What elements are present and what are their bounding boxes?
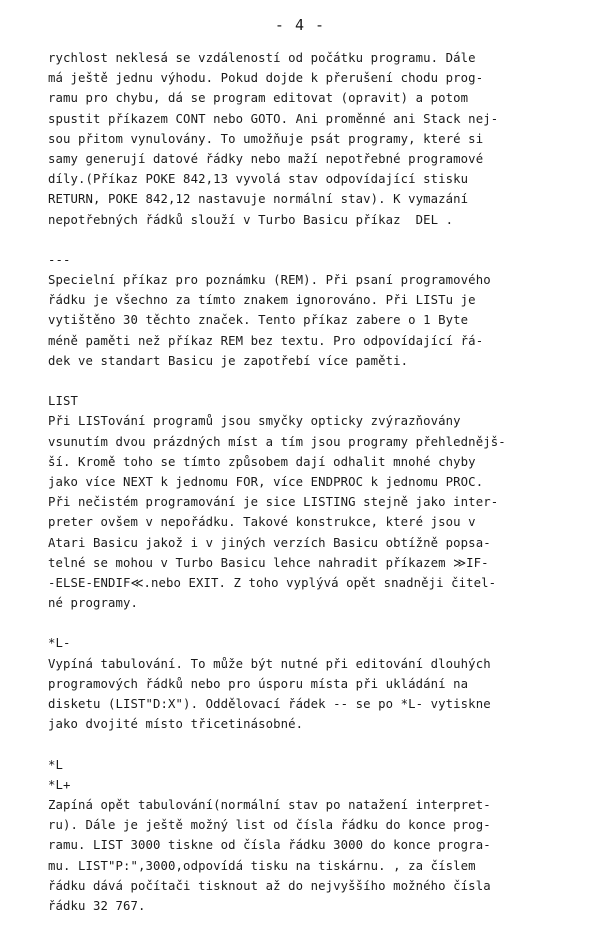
text-line: sou přitom vynulovány. To umožňuje psát programy, které si (48, 131, 484, 146)
text-line: samy generují datové řádky nebo maží nepotřebné programové (48, 151, 484, 166)
text-line: dek ve standart Basicu je zapotřebí více paměti. (48, 353, 409, 368)
text-line: né programy. (48, 596, 139, 611)
page-number: - 4 - (274, 16, 326, 34)
text-line: disketu (LIST"D:X"). Oddělovací řádek -- se po *L- vytiskne (48, 697, 491, 711)
text-line: jako dvojité místo třicetinásobné. (48, 717, 304, 732)
text-line: řádku je všechno za tímto znakem ignorováno. Při LISTu je (48, 293, 476, 308)
text-line: *L+ (48, 777, 71, 792)
text-line: vytištěno 30 těchto značek. Tento příkaz zabere o 1 Byte (48, 313, 469, 328)
text-line: řádku dává počítači tisknout až do nejvyššího možného čísla (48, 878, 491, 893)
text-line: --- (48, 252, 71, 267)
paragraph-gap (48, 371, 578, 391)
text-line: ší. Kromě toho se tímto způsobem dají odhalit mnohé chyby (48, 454, 476, 469)
text-line: RETURN, POKE 842,12 nastavuje normální stav). K vymazání (48, 192, 469, 207)
text-line: preter ovšem v nepořádku. Takové konstrukce, které jsou v (48, 515, 476, 530)
text-line: Při LISTování programů jsou smyčky opticky zvýrazňovány (48, 414, 461, 429)
text-line: Specielní příkaz pro poznámku (REM). Při psaní programového (48, 273, 491, 288)
text-line: rychlost neklesá se vzdáleností od počátku programu. Dále (48, 51, 476, 65)
text-line: Při nečistém programování je sice LISTING stejně jako inter- (48, 495, 499, 510)
document-body (48, 48, 578, 916)
text-line: telné se mohou v Turbo Basicu lehce nahradit příkazem ≫IF- (48, 555, 489, 570)
paragraph-gap (48, 734, 578, 754)
text-line: ramu pro chybu, dá se program editovat (opravit) a potom (48, 91, 469, 106)
text-line: -ELSE-ENDIF≪.nebo EXIT. Z toho vyplývá opět snadněji čitel- (48, 575, 497, 590)
text-line: LIST (48, 394, 79, 409)
text-line: ru). Dále je ještě možný list od čísla řádku do konce prog- (48, 818, 491, 833)
paragraph-gap (48, 613, 578, 633)
text-line: programových řádků nebo pro úsporu místa při ukládání na (48, 676, 469, 691)
text-line: řádku 32 767. (48, 898, 146, 913)
text-line: méně paměti než příkaz REM bez textu. Pro odpovídající řá- (48, 333, 484, 348)
text-line: Zapíná opět tabulování(normální stav po natažení interpret- (48, 797, 491, 812)
paragraph (48, 391, 578, 613)
paragraph-gap (48, 230, 578, 250)
text-line: *L- (48, 636, 71, 651)
paragraph (48, 250, 578, 371)
paragraph (48, 755, 578, 917)
text-line: nepotřebných řádků slouží v Turbo Basicu příkaz DEL . (48, 212, 454, 227)
text-line: spustit příkazem CONT nebo GOTO. Ani proměnné ani Stack nej- (48, 111, 499, 126)
paragraph (48, 48, 578, 230)
text-line: jako více NEXT k jednomu FOR, více ENDPROC k jednomu PROC. (48, 474, 484, 489)
text-line: díly.(Příkaz POKE 842,13 vyvolá stav odpovídající stisku (48, 172, 469, 187)
text-line: Atari Basicu jakož i v jiných verzích Basicu obtížně popsa- (48, 535, 491, 550)
paragraph (48, 633, 578, 734)
text-line: *L (48, 757, 64, 772)
text-line: má ještě jednu výhodu. Pokud dojde k přerušení chodu prog- (48, 71, 484, 86)
text-line: ramu. LIST 3000 tiskne od čísla řádku 3000 do konce progra- (48, 838, 491, 853)
text-line: vsunutím dvou prázdných míst a tím jsou programy přehlednějš- (48, 434, 506, 449)
text-line: Vypíná tabulování. To může být nutné při editování dlouhých (48, 656, 491, 671)
text-line: mu. LIST"P:",3000,odpovídá tisku na tiskárnu. , za číslem (48, 858, 476, 873)
